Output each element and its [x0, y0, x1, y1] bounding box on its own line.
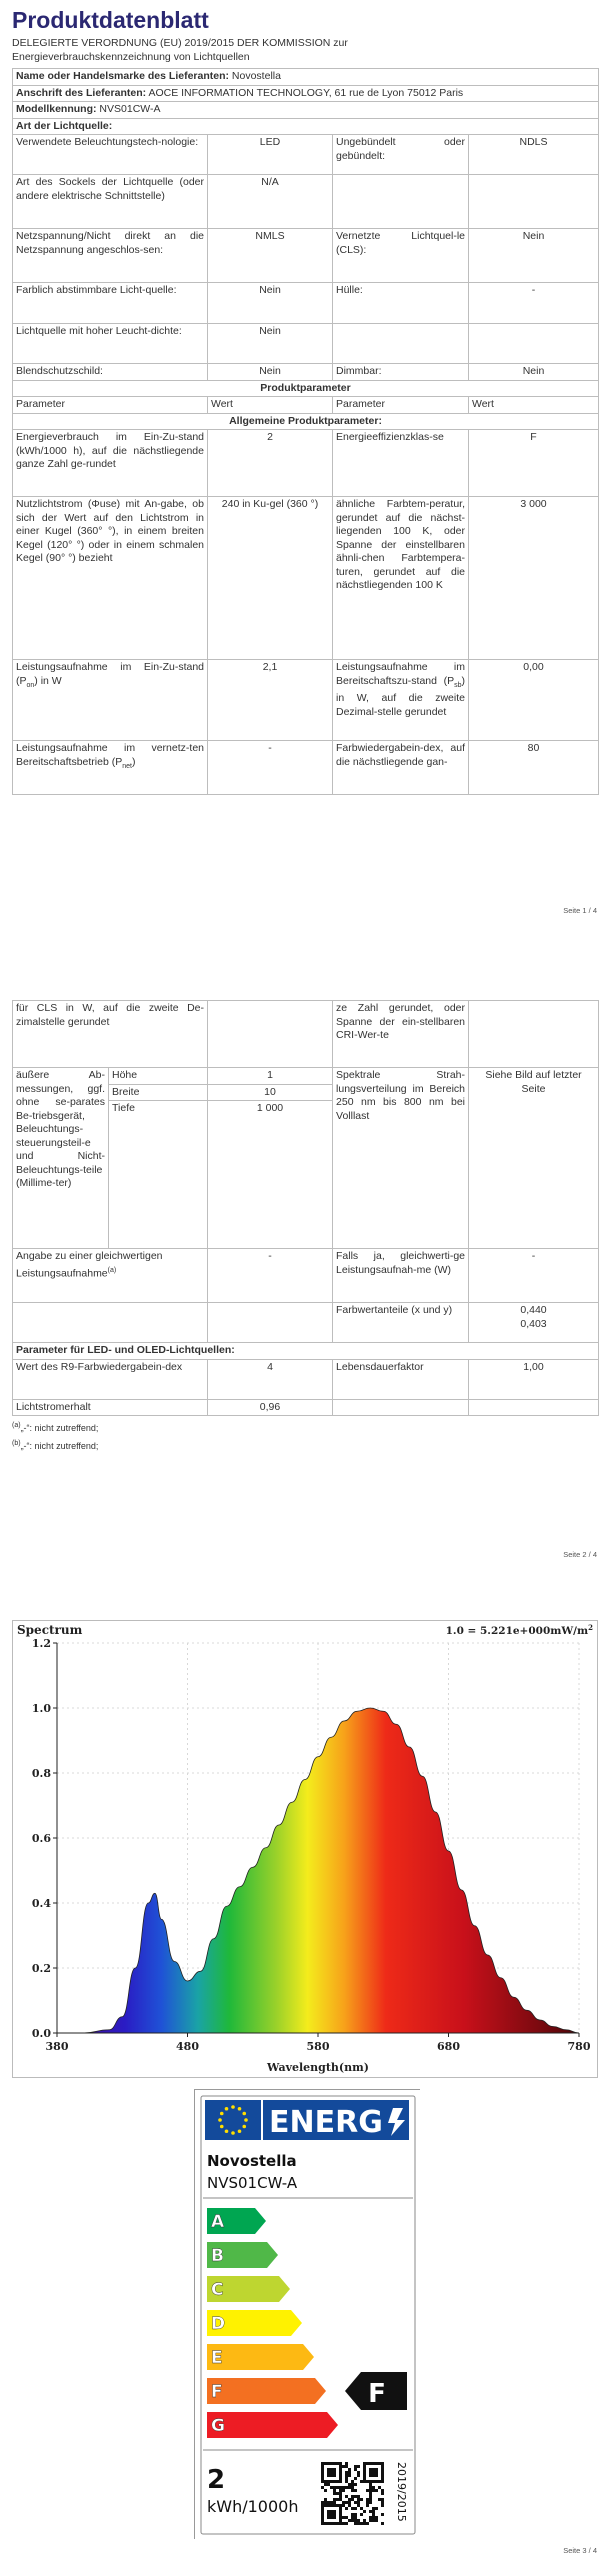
energy-brand: Novostella — [207, 2152, 297, 2170]
eu-star-icon — [231, 2131, 235, 2135]
mains-label: Netzspannung/Nicht direkt an die Netzspannung angeschlos-sen: — [13, 229, 208, 283]
product-params-heading-row — [13, 380, 599, 397]
light-source-type-row — [13, 118, 599, 135]
width-value: 10 — [208, 1084, 333, 1101]
datasheet-page-2 — [0, 1000, 609, 1560]
eu-star-icon — [220, 2125, 224, 2129]
general-params-heading-row — [13, 413, 599, 430]
anti-glare-label: Blendschutzschild: — [13, 364, 208, 381]
r9-value: 4 — [208, 1359, 333, 1399]
energy-class-bar — [207, 2378, 326, 2404]
technology-value: LED — [208, 135, 333, 175]
connected-label: Vernetzte Lichtquel-le (CLS): — [333, 229, 469, 283]
spectrum-scale: $1.0 = 5.221e+000mW/m^2$ — [445, 1623, 593, 1637]
energy-consumption-number: 2 — [207, 2465, 226, 2495]
dimensions-label: äußere Ab-messungen, ggf. ohne se-parates Be-triebsgerät, Beleuchtungs-steuerungsteil-e und Nicht-Beleuchtungs-teile (Millime-ter) — [13, 1068, 109, 1249]
general-params-heading: Allgemeine Produktparameter: — [13, 413, 599, 430]
eu-star-icon — [238, 2129, 242, 2133]
page-1-content — [12, 6, 598, 795]
table-row — [13, 175, 599, 229]
cap-type-label: Art des Sockels der Lichtquelle (oder andere elektrische Schnittstelle) — [13, 175, 208, 229]
table-row — [13, 430, 599, 497]
table-row — [13, 364, 599, 381]
table-row — [13, 283, 599, 324]
directional-value: NDLS — [469, 135, 599, 175]
spectrum-title: Spectrum — [17, 1623, 83, 1637]
energy-class-letter: G — [211, 2416, 225, 2436]
selected-class-letter: F — [368, 2379, 386, 2409]
x-tick-label: 680 — [437, 2040, 460, 2053]
model-row — [13, 102, 599, 119]
height-value: 1 — [208, 1068, 333, 1085]
datasheet-title: Produktdatenblatt — [12, 7, 209, 33]
on-mode-power-label: Leistungsaufnahme im Ein-Zu-stand $(P_{on})$ in W — [13, 660, 208, 741]
chromaticity-y: 0,403 — [520, 1317, 547, 1330]
depth-label: Tiefe — [109, 1101, 208, 1249]
datasheet-table-2 — [12, 1000, 599, 1416]
tunable-label: Farblich abstimmbare Licht-quelle: — [13, 283, 208, 324]
chromaticity-value — [469, 1303, 599, 1343]
directional-label: Ungebündelt oder gebündelt: — [333, 135, 469, 175]
spectral-label: Spektrale Strah-lungsverteilung im Bereich 250 nm bis 800 nm bei Volllast — [333, 1068, 469, 1249]
energy-label-svg — [195, 2090, 421, 2540]
footnote-a: $^{(a)}$„-“: nicht zutreffend; — [12, 1422, 99, 1433]
eu-star-icon — [220, 2112, 224, 2116]
table-row — [13, 135, 599, 175]
spectrum-chart — [12, 1620, 598, 2078]
page-2-content — [12, 1000, 598, 1454]
technology-label: Verwendete Beleuchtungstech-nologie: — [13, 135, 208, 175]
anti-glare-value: Nein — [208, 364, 333, 381]
energy-class-value: F — [469, 430, 599, 497]
table-row — [13, 1068, 599, 1085]
energy-class-letter: D — [211, 2314, 226, 2334]
energy-class-letter: C — [211, 2280, 224, 2300]
datasheet-page-1 — [0, 0, 609, 916]
page-number: Seite 3 / 4 — [563, 2546, 597, 2555]
spectral-value: Siehe Bild auf letzter Seite — [469, 1068, 599, 1249]
depth-value: 1 000 — [208, 1101, 333, 1249]
y-tick-label: 0.2 — [31, 1962, 51, 1975]
page-number: Seite 2 / 4 — [563, 1550, 597, 1559]
lumen-maintenance-value: 0,96 — [208, 1399, 333, 1416]
eu-star-icon — [244, 2118, 248, 2122]
led-params-heading: Parameter für LED- und OLED-Lichtquellen: — [13, 1343, 599, 1360]
r9-label: Wert des R9-Farbwiedergabein-dex — [13, 1359, 208, 1399]
eu-star-icon — [238, 2107, 242, 2111]
lumen-maintenance-label: Lichtstromerhalt — [13, 1399, 208, 1416]
col-value-header: Wert — [469, 397, 599, 414]
column-header-row — [13, 397, 599, 414]
useful-flux-value: 240 in Ku-gel (360 °) — [208, 497, 333, 660]
equivalent-power-value-2: - — [469, 1249, 599, 1303]
y-tick-label: 1.2 — [31, 1637, 51, 1650]
cri-value: 80 — [469, 741, 599, 795]
energy-class-letter: A — [211, 2212, 225, 2232]
energy-consumption-unit: kWh/1000h — [207, 2497, 299, 2516]
mains-value: NMLS — [208, 229, 333, 283]
eu-star-icon — [225, 2129, 229, 2133]
col-param-header: Parameter — [13, 397, 208, 414]
networked-standby-value: - — [208, 741, 333, 795]
energy-regulation: 2019/2015 — [395, 2462, 408, 2522]
col-value-header: Wert — [208, 397, 333, 414]
chromaticity-x: 0,440 — [520, 1304, 547, 1316]
light-source-type-heading: Art der Lichtquelle: — [13, 118, 599, 135]
on-mode-power-value: 2,1 — [208, 660, 333, 741]
y-tick-label: 0.0 — [31, 2027, 51, 2040]
cap-type-value: N/A — [208, 175, 333, 229]
x-axis-ticks — [46, 2033, 591, 2053]
supplier-address-label: Anschrift des Lieferanten: — [16, 86, 147, 99]
supplier-brand-label: Name oder Handelsmarke des Lieferanten: — [16, 70, 229, 82]
model-label: Modellkennung: — [16, 103, 97, 115]
networked-standby-label-cont: für CLS in W, auf die zweite De-zimalstelle gerundet — [13, 1001, 208, 1068]
useful-flux-label: Nutzlichtstrom (Φuse) mit An-gabe, ob sich der Wert auf den Lichtstrom in einer Kugel (360° °), in einem breiten Kegel (120° °) oder in einem schmalen Kegel (90° °) bezieht — [13, 497, 208, 660]
eu-star-icon — [242, 2125, 246, 2129]
equivalent-power-label-2: Falls ja, gleichwerti-ge Leistungsaufnah-me (W) — [333, 1249, 469, 1303]
product-params-heading: Produktparameter — [13, 380, 599, 397]
eu-star-icon — [231, 2105, 235, 2109]
high-luminance-value: Nein — [208, 324, 333, 364]
y-tick-label: 1.0 — [31, 1702, 51, 1715]
spectrum-svg — [13, 1621, 599, 2079]
energy-consumption-label: Energieverbrauch im Ein-Zu-stand (kWh/1000 h), auf die nächstliegende ganze Zahl ge-rundet — [13, 430, 208, 497]
energy-model: NVS01CW-A — [207, 2174, 298, 2192]
standby-power-label: Leistungsaufnahme im Bereitschaftszu-stand $(P_{sb})$ in W, auf die zweite Dezimal-stelle gerundet — [333, 660, 469, 741]
supplier-brand-row — [13, 69, 599, 86]
energy-header-text: ENERG — [269, 2105, 383, 2140]
x-tick-label: 380 — [45, 2040, 69, 2053]
survival-factor-label: Lebensdauerfaktor — [333, 1359, 469, 1399]
datasheet-table-1 — [12, 68, 599, 795]
high-luminance-label: Lichtquelle mit hoher Leucht-dichte: — [13, 324, 208, 364]
table-row — [13, 497, 599, 660]
envelope-value: - — [469, 283, 599, 324]
table-row — [13, 1001, 599, 1068]
equivalent-power-value: - — [208, 1249, 333, 1303]
cri-label: Farbwiedergabein-dex, auf die nächstliegende gan- — [333, 741, 469, 795]
regulation-line-2: Energieverbrauchskennzeichnung von Lichtquellen — [12, 51, 250, 63]
equivalent-power-label: Angabe zu einer gleichwertigen Leistungsaufnahme$^{(a)}$ — [13, 1249, 208, 1303]
energy-class-bar — [207, 2412, 338, 2438]
energy-class-bar — [207, 2344, 314, 2370]
envelope-label: Hülle: — [333, 283, 469, 324]
height-label: Höhe — [109, 1068, 208, 1085]
cri-label-cont: ze Zahl gerundet, oder Spanne der ein-stellbaren CRI-Wer-te — [333, 1001, 469, 1068]
energy-class-label: Energieeffizienzklas-se — [333, 430, 469, 497]
table-row — [13, 1249, 599, 1303]
x-tick-label: 480 — [176, 2040, 199, 2053]
table-row — [13, 1399, 599, 1416]
table-row — [13, 1303, 599, 1343]
y-tick-label: 0.6 — [31, 1832, 51, 1845]
table-row — [13, 741, 599, 795]
supplier-address-value: AOCE INFORMATION TECHNOLOGY, 61 rue de Lyon 75012 Paris — [148, 86, 464, 99]
col-param-header: Parameter — [333, 397, 469, 414]
page-number: Seite 1 / 4 — [563, 906, 597, 915]
supplier-address-row — [13, 85, 599, 102]
table-row — [13, 324, 599, 364]
x-tick-label: 580 — [306, 2040, 330, 2053]
table-row — [13, 229, 599, 283]
eu-star-icon — [218, 2118, 222, 2122]
footnote-b: $^{(b)}$„-“: nicht zutreffend; — [12, 1440, 99, 1451]
x-tick-label: 780 — [567, 2040, 591, 2053]
datasheet-page-3 — [0, 1620, 609, 2560]
connected-value: Nein — [469, 229, 599, 283]
cct-label: ähnliche Farbtem-peratur, gerundet auf die nächst-liegenden 100 K, oder Spanne der einstellbaren ähnli-chen Farbtempera-turen, gerundet auf die nächstliegenden 100 K — [333, 497, 469, 660]
y-axis-ticks — [32, 1637, 57, 2040]
x-axis-label: Wavelength(nm) — [267, 2061, 369, 2074]
energy-label — [194, 2089, 420, 2539]
dimmable-label: Dimmbar: — [333, 364, 469, 381]
dimmable-value: Nein — [469, 364, 599, 381]
standby-power-value: 0,00 — [469, 660, 599, 741]
survival-factor-value: 1,00 — [469, 1359, 599, 1399]
qr-code-icon — [321, 2462, 384, 2525]
model-value: NVS01CW-A — [99, 103, 161, 115]
regulation-line-1: DELEGIERTE VERORDNUNG (EU) 2019/2015 DER KOMMISSION zur — [12, 37, 348, 49]
networked-standby-label: Leistungsaufnahme im vernetz-ten Bereitschaftsbetrieb $(P_{net})$ — [13, 741, 208, 795]
energy-class-letter: E — [211, 2348, 223, 2368]
y-tick-label: 0.4 — [31, 1897, 51, 1910]
energy-consumption-value: 2 — [208, 430, 333, 497]
y-tick-label: 0.8 — [31, 1767, 51, 1780]
eu-star-icon — [242, 2112, 246, 2116]
table-row — [13, 1359, 599, 1399]
table-row — [13, 660, 599, 741]
energy-class-letter: F — [211, 2382, 223, 2402]
eu-star-icon — [225, 2107, 229, 2111]
led-params-heading-row — [13, 1343, 599, 1360]
supplier-brand-value: Novostella — [231, 70, 281, 82]
cct-value: 3 000 — [469, 497, 599, 660]
energy-class-letter: B — [211, 2246, 224, 2266]
width-label: Breite — [109, 1084, 208, 1101]
tunable-value: Nein — [208, 283, 333, 324]
chromaticity-label: Farbwertanteile (x und y) — [333, 1303, 469, 1343]
